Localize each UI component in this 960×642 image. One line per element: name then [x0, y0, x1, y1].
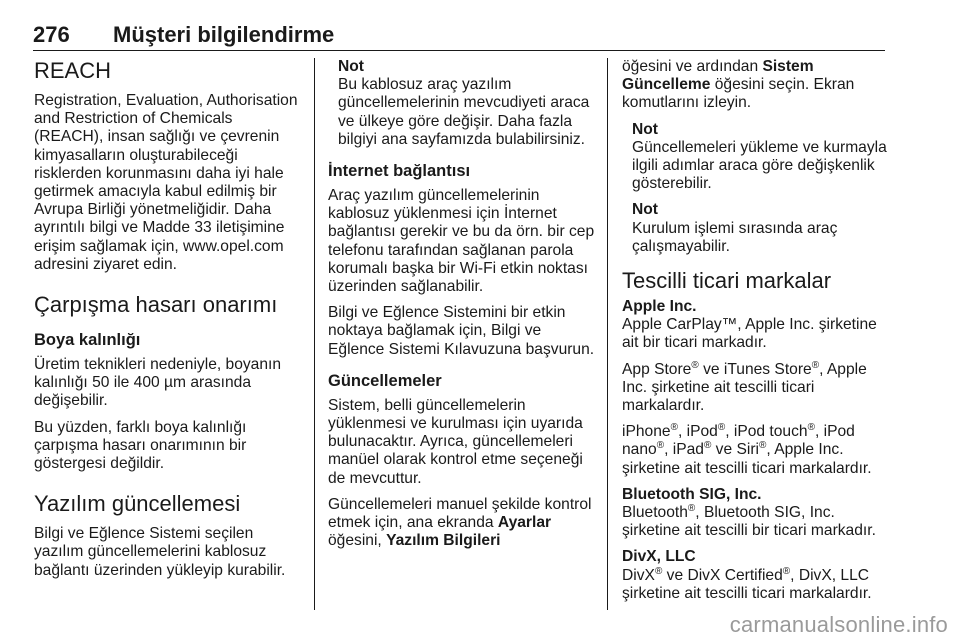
page-number: 276: [33, 22, 70, 47]
text-run: ve DivX Certified: [662, 566, 783, 584]
text-run: , iPad: [664, 441, 704, 459]
bluetooth-paragraph: [622, 504, 892, 540]
text-run: öğesini seçin. Ekran komutlarını izleyin.: [622, 76, 855, 112]
registered-mark: ®: [782, 565, 791, 577]
system-update-menu-ref: Sistem Güncelleme: [622, 58, 814, 94]
note-block: [338, 58, 598, 149]
note-label: Not: [338, 58, 364, 75]
paint-thickness-heading: Boya kalınlığı: [34, 331, 141, 350]
registered-mark: ®: [807, 422, 815, 434]
reach-paragraph: Registration, Evaluation, Authorisation and Restriction of Chemicals (REACH), insan sağlığı ve çevrenin kimyasalların oluşturabileceği risklerden korunmasını daha iyi hale getirmek amacıyla kabul edilmiş bir Avrupa Birliği yönetmeliğidir. Daha ayrıntılı bilgi ve Madde 33 iletişimine erişim sağlamak için, www.opel.com adresini ziyaret edin.: [34, 92, 298, 273]
text-run: , Bluetooth SIG, Inc. şirketine ait tescilli bir ticari markadır.: [622, 504, 876, 540]
internet-heading: İnternet bağlantısı: [328, 162, 471, 181]
registered-mark: ®: [759, 440, 767, 452]
paint-paragraph-1: Üretim teknikleri nedeniyle, boyanın kalınlığı 50 ile 400 µm arasında değişebilir.: [34, 356, 282, 410]
text-run: öğesini ve ardından: [622, 58, 763, 75]
watermark: carmanualsonline.info: [729, 612, 948, 637]
column-2: [328, 58, 598, 558]
note-text: Bu kablosuz araç yazılım güncellemelerinin mevcudiyeti araca ve ülkeye göre değişir. Daha fazla bilgiyi ana sayfamızda bulabilirsiniz.: [338, 76, 590, 148]
apple-paragraph-1: Apple CarPlay™, Apple Inc. şirketine ait bir ticari markadır.: [622, 316, 877, 352]
page-title: Müşteri bilgilendirme: [113, 22, 335, 47]
updates-paragraph-1: Sistem, belli güncellemelerin yüklenmesi ve kurulması için uyarıda bulunacaktır. Ayrıca, güncellemeleri manüel olarak kontrol etme seçeneği de mevcuttur.: [328, 396, 583, 487]
text-run: öğesini,: [328, 532, 387, 550]
text-run: , iPod: [677, 423, 718, 441]
page-header: [33, 18, 885, 51]
registered-mark: ®: [670, 422, 678, 434]
text-run: App Store: [622, 360, 692, 378]
note-block: [632, 121, 892, 194]
note-label: Not: [632, 201, 658, 219]
registered-mark: ®: [703, 440, 712, 452]
bluetooth-heading: Bluetooth SIG, Inc.: [622, 485, 762, 503]
internet-paragraph-1: Araç yazılım güncellemelerinin kablosuz yüklenmesi için İnternet bağlantısı gerekir ve bu da örn. bir cep telefonu tarafından sağlanan parola korumalı başka bir Wi-Fi etkin noktası üzerinden sağlanabilir.: [328, 187, 595, 296]
column-1: [34, 58, 304, 588]
column-divider: [314, 58, 315, 610]
text-run: DivX: [622, 566, 655, 584]
note-label: Not: [632, 120, 658, 138]
divx-paragraph: [622, 567, 892, 603]
text-run: ve iTunes Store: [698, 360, 812, 378]
note-block: [632, 201, 892, 256]
apple-paragraph-2: [622, 361, 892, 416]
registered-mark: ®: [811, 359, 820, 371]
text-run: ve Siri: [711, 441, 760, 459]
text-run: Bluetooth: [622, 504, 688, 522]
text-run: iPhone: [622, 423, 671, 441]
reach-heading: REACH: [34, 58, 112, 83]
registered-mark: ®: [656, 440, 665, 452]
updates-heading: Güncellemeler: [328, 371, 442, 390]
text-run: , Apple Inc. şirketine ait tescilli ticari markalardır.: [622, 441, 872, 477]
text-run: Güncellemeleri manuel şekilde kontrol etmek için, ana ekranda: [328, 495, 592, 532]
registered-mark: ®: [654, 565, 663, 577]
software-info-menu-ref: Yazılım Bilgileri: [386, 532, 501, 550]
text-run: , iPod touch: [725, 423, 808, 441]
registered-mark: ®: [687, 502, 696, 514]
internet-paragraph-2: Bilgi ve Eğlence Sistemini bir etkin noktaya bağlamak için, Bilgi ve Eğlence Sistemi Kılavuzuna başvurun.: [328, 304, 595, 358]
trademarks-heading: Tescilli ticari markalar: [622, 268, 832, 294]
note-text: Kurulum işlemi sırasında araç çalışmayabilir.: [632, 219, 838, 255]
apple-paragraph-3: [622, 423, 892, 478]
apple-heading: Apple Inc.: [622, 298, 697, 316]
text-run: , Apple Inc. şirketine ait tescilli ticari markalardır.: [622, 360, 867, 415]
column-divider: [607, 58, 608, 610]
registered-mark: ®: [691, 359, 699, 371]
software-update-heading: Yazılım güncellemesi: [34, 491, 241, 517]
note-text: Güncellemeleri yükleme ve kurmayla ilgili adımlar araca göre değişkenlik gösterebilir.: [632, 138, 887, 193]
updates-continued: [622, 58, 892, 113]
settings-menu-ref: Ayarlar: [497, 514, 552, 532]
software-paragraph: Bilgi ve Eğlence Sistemi seçilen yazılım güncellemelerini kablosuz bağlantı üzerinden yükleyip kurabilir.: [34, 525, 286, 579]
paint-paragraph-2: Bu yüzden, farklı boya kalınlığı çarpışma hasarı onarımının bir göstergesi değildir.: [34, 418, 247, 473]
text-run: , DivX, LLC şirketine ait tescilli ticari markalardır.: [622, 566, 872, 602]
divx-heading: DivX, LLC: [622, 548, 696, 566]
crash-repair-heading: Çarpışma hasarı onarımı: [34, 292, 278, 318]
column-3: [622, 58, 892, 611]
text-run: , iPod nano: [622, 423, 855, 459]
updates-paragraph-2: [328, 496, 598, 551]
registered-mark: ®: [717, 422, 726, 434]
